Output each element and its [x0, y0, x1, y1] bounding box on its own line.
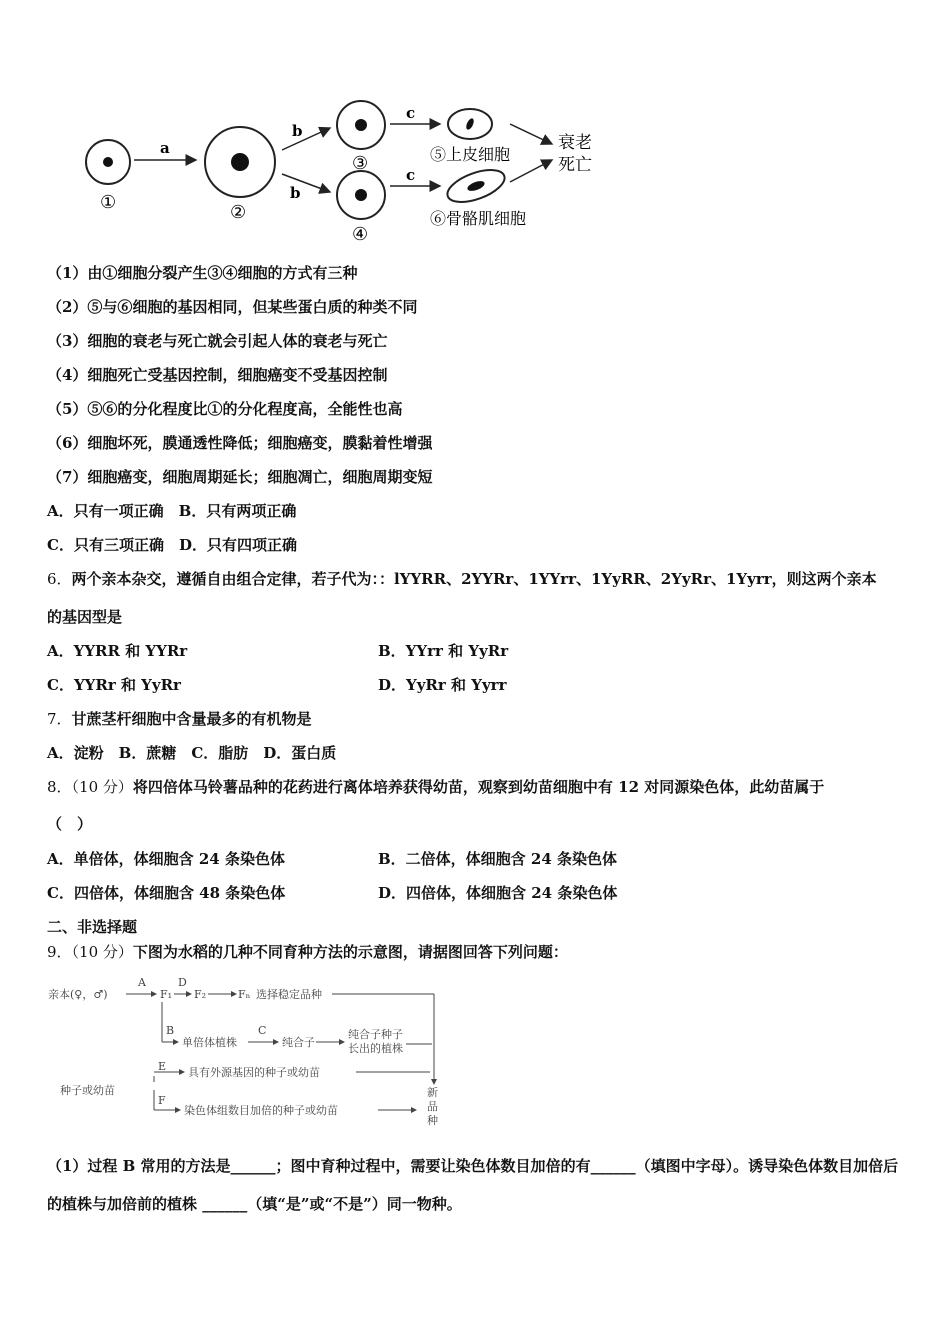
label-f: F — [158, 1094, 166, 1107]
q8-option-d: D．四倍体，体细胞含 24 条染色体 — [378, 884, 618, 902]
new-variety-2: 品 — [427, 1100, 438, 1113]
q8-option-c: C．四倍体，体细胞含 48 条染色体 — [47, 884, 286, 902]
q7-options: A．淀粉 B．蔗糖 C．脂肪 D．蛋白质 — [47, 744, 337, 762]
section-heading: 二、非选择题 — [47, 918, 138, 936]
haploid-label: 单倍体植株 — [182, 1036, 237, 1049]
q9-stem: 下图为水稻的几种不同育种方法的示意图，请据图回答下列问题： — [132, 943, 568, 961]
label-b: B — [166, 1024, 175, 1037]
cell-4-label: ④ — [352, 224, 369, 245]
arrow-c2-label: c — [406, 166, 416, 184]
q6-option-b: B．YYrr 和 YyRr — [378, 642, 509, 660]
q8-option-a: A．单倍体，体细胞含 24 条染色体 — [47, 850, 285, 868]
label-a: A — [138, 976, 146, 989]
q6-number: 6． — [47, 570, 72, 588]
cell-3-label: ③ — [352, 153, 369, 174]
outcome-line2: 死亡 — [558, 155, 592, 175]
q8-number: 8． — [47, 778, 72, 796]
q7-stem: 甘蔗茎杆细胞中含量最多的有机物是 — [71, 710, 312, 728]
cell-5-label: ⑤上皮细胞 — [430, 145, 511, 164]
arrow-b2-label: b — [290, 184, 301, 202]
q9-number: 9． — [47, 943, 72, 961]
statement-6: （6）细胞坏死，膜通透性降低；细胞癌变，膜黏着性增强 — [47, 434, 433, 452]
statement-7: （7）细胞癌变，细胞周期延长；细胞凋亡，细胞周期变短 — [47, 468, 433, 486]
q8-score: （10 分） — [71, 778, 133, 796]
pure-seed-line1: 纯合子种子 — [348, 1028, 403, 1041]
f2-label: F₂ — [194, 988, 207, 1001]
cell-1-label: ① — [100, 192, 117, 213]
new-variety-3: 种 — [427, 1114, 438, 1127]
fn-label: Fₙ — [238, 988, 251, 1001]
arrow-b1-label: b — [292, 122, 303, 140]
seed-label: 种子或幼苗 — [60, 1084, 115, 1097]
label-e: E — [158, 1060, 167, 1073]
q7-number: 7． — [47, 710, 72, 728]
q8-paren: （ ） — [47, 815, 93, 833]
arrow-a-label: a — [160, 139, 170, 157]
exo-label: 具有外源基因的种子或幼苗 — [188, 1066, 320, 1079]
f1-label: F₁ — [160, 988, 173, 1001]
q6-option-c: C．YYRr 和 YyRr — [47, 676, 181, 694]
label-d: D — [178, 976, 187, 989]
q8-option-b: B．二倍体，体细胞含 24 条染色体 — [378, 850, 617, 868]
statement-3: （3）细胞的衰老与死亡就会引起人体的衰老与死亡 — [47, 332, 388, 350]
doubled-label: 染色体组数目加倍的种子或幼苗 — [184, 1104, 338, 1117]
q8-stem: 将四倍体马铃薯品种的花药进行离体培养获得幼苗，观察到幼苗细胞中有 12 对同源染色体，此幼苗属于 — [132, 778, 825, 796]
q9-score: （10 分） — [71, 943, 133, 961]
new-variety-1: 新 — [427, 1086, 438, 1099]
q5-options-row2: C．只有三项正确 D．只有四项正确 — [47, 536, 297, 554]
q6-option-a: A．YYRR 和 YYRr — [47, 642, 188, 660]
select-label: 选择稳定品种 — [256, 988, 322, 1001]
statement-4: （4）细胞死亡受基因控制，细胞癌变不受基因控制 — [47, 366, 388, 384]
q6-option-d: D．YyRr 和 Yyrr — [378, 676, 507, 694]
cell-differentiation-diagram — [78, 98, 608, 248]
breeding-methods-diagram — [46, 972, 446, 1132]
parent-label: 亲本(♀，♂) — [48, 988, 108, 1001]
q6-stem: 两个亲本杂交，遵循自由组合定律，若子代为：：lYYRR、2YYRr、1YYrr、1YyRR、2YyRr、1Yyrr，则这两个亲本 — [71, 570, 877, 588]
statement-1: （1）由①细胞分裂产生③④细胞的方式有三种 — [47, 264, 358, 282]
q8-stem-line — [47, 776, 824, 797]
statement-2: （2）⑤与⑥细胞的基因相同，但某些蛋白质的种类不同 — [47, 298, 418, 316]
cell-6-label: ⑥骨骼肌细胞 — [430, 209, 527, 228]
q7-stem-line — [47, 708, 312, 729]
outcome-line1: 衰老 — [558, 133, 592, 153]
q9-stem-line — [47, 941, 568, 962]
pure-label: 纯合子 — [282, 1036, 315, 1049]
statement-5: （5）⑤⑥的分化程度比①的分化程度高，全能性也高 — [47, 400, 403, 418]
q6-stem-line1 — [47, 568, 877, 589]
pure-seed-line2: 长出的植株 — [348, 1042, 403, 1055]
arrow-c1-label: c — [406, 104, 416, 122]
q9-sub1: （1）过程 B 常用的方法是______；图中育种过程中，需要让染色体数目加倍的有______（填图中字母）。诱导染色体数目加倍后的植株与加倍前的植株 ______（填“是”或“不是”）同一物种。 — [47, 1157, 899, 1213]
q6-stem-line2: 的基因型是 — [47, 608, 123, 626]
label-c: C — [258, 1024, 267, 1037]
q5-options-row1: A．只有一项正确 B．只有两项正确 — [47, 502, 297, 520]
cell-2-label: ② — [230, 202, 247, 223]
